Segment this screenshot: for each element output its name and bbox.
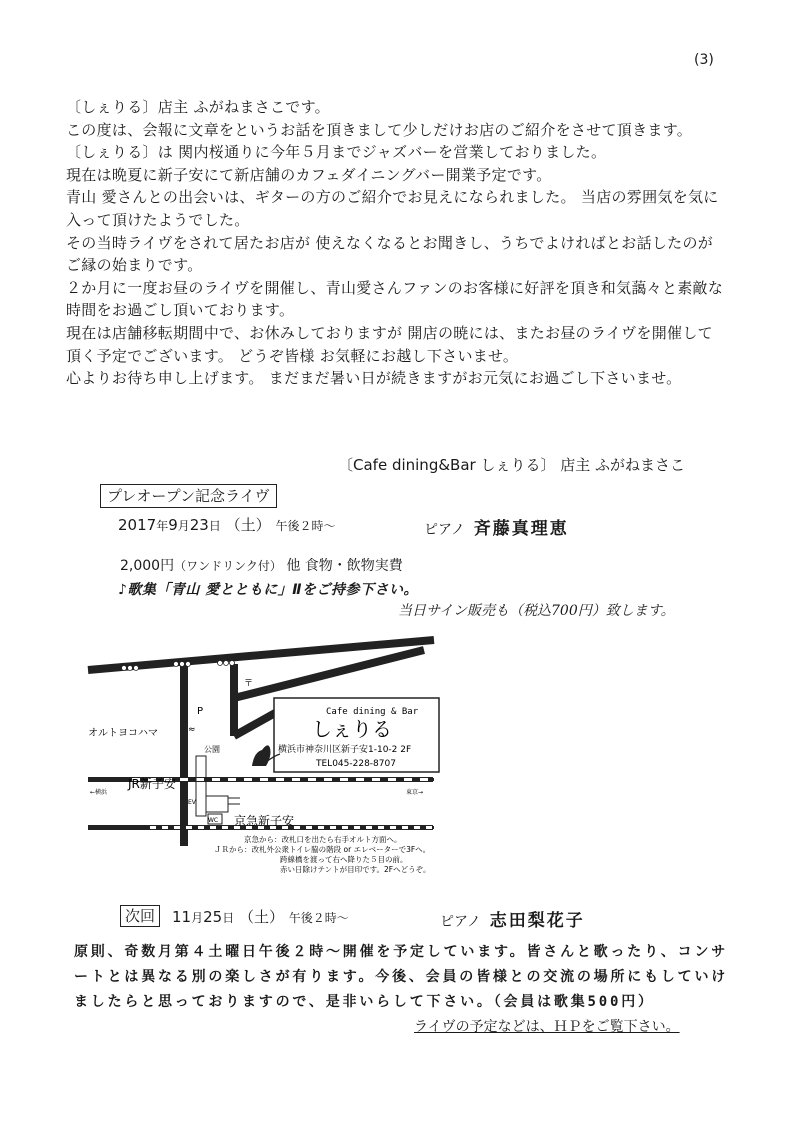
park-label: 公園 (204, 745, 220, 754)
direction-line: 跨線橋を渡って右へ降りた５目の前。 (280, 855, 408, 864)
event-date: 2017年9月23日 （土） 午後２時～ (118, 516, 336, 534)
next-label-box: 次回 (120, 905, 160, 927)
parking-label: P (197, 706, 204, 717)
notes-line: 原則、奇数月第４土曜日午後２時～開催を予定しています。皆さんと歌ったり、コンサ (74, 944, 729, 960)
event-label-box: プレオープン記念ライヴ (100, 484, 277, 508)
notes-line: ましたらと思っておりますので、是非いらして下さい。（会員は歌集500円） (74, 994, 655, 1010)
access-map (84, 636, 464, 876)
event-weekday: （土） (225, 516, 271, 534)
cafe-tel: TEL045-228-8707 (316, 759, 396, 769)
next-weekday: （土） (239, 908, 285, 926)
cafe-name-en: Cafe dining & Bar (326, 707, 419, 717)
songbook-note: ♪歌集「青山 愛とともに」Ⅱをご持参下さい。 (118, 582, 419, 598)
intro-line: ２か月に一度お昼のライヴを開催し、青山愛さんファンのお客様に好評を頂き和気藹々と素敵な時間をお過ごし頂いております。 (66, 278, 724, 320)
jr-shinkoyasu-label: JR新子安 (128, 777, 176, 791)
next-pianist-name: 志田梨花子 (489, 911, 585, 931)
wc-label: WC (208, 817, 219, 824)
event-pianist (424, 514, 569, 539)
page-number: (3) (694, 52, 714, 68)
price-amount: 2,000円 (120, 558, 175, 574)
next-pianist-role: ピアノ (440, 914, 481, 930)
elevator-label: EV (188, 799, 196, 806)
cafe-address: 横浜市神奈川区新子安1-10-2 2F (278, 745, 412, 755)
schedule-notes (74, 940, 729, 1015)
intro-text (66, 96, 726, 390)
intro-line: この度は、会報に文章をというお話を頂きまして少しだけお店のご紹介をさせて頂きます。 (66, 120, 693, 139)
direction-tokyo: 東京→ (406, 789, 424, 796)
intro-line: 現在は晩夏に新子安にて新店舗のカフェダイニングバー開業予定です。 (66, 165, 552, 184)
direction-line: ＪＲから：改札外公衆トイレ脇の階段 or エレベーターで3Fへ。 (214, 845, 431, 854)
cafe-name: しぇりる (312, 717, 392, 741)
intro-line: その当時ライヴをされて居たお店が 使えなくなるとお聞きし、うちでよければとお話したのがご縁の始まりです。 (66, 233, 714, 275)
intro-line: 心よりお待ち申し上げます。 まだまだ暑い日が続きますがお元気にお過ごし下さいませ。 (66, 369, 682, 388)
intro-line: 現在は店舗移転期間中で、お休みしておりますが 開店の暁には、またお昼のライヴを開催して頂く予定でございます。 どうぞ皆様 お気軽にお越し下さいませ。 (66, 323, 713, 365)
hp-note: ライヴの予定などは、ＨＰをご覧下さい。 (414, 1019, 680, 1035)
price-extra: 他 食物・飲物実費 (286, 558, 403, 574)
next-month: 11 (172, 908, 192, 926)
next-day: 25 (203, 908, 223, 926)
event-price (120, 555, 403, 575)
event-time: 午後２時～ (275, 519, 336, 533)
event-day: 23 (189, 516, 209, 534)
price-note: （ワンドリンク付） (174, 559, 282, 573)
intro-line: 〔しぇりる〕は 関内桜通りに今年５月までジャズバーを営業しておりました。 (66, 143, 607, 162)
event-pianist-name: 斉藤真理恵 (473, 519, 569, 539)
rabbit-icon (252, 745, 271, 766)
notes-line: ートとは異なる別の楽しさが有ります。今後、会員の皆様との交流の場所にもしていけ (74, 969, 729, 985)
intro-line: 青山 愛さんとの出会いは、ギターの方のご紹介でお見えになられました。 当店の雰囲気を気に入って頂けたようでした。 (66, 188, 719, 229)
signature: 〔Cafe dining&Bar しぇりる〕 店主 ふがねまさこ (338, 456, 685, 474)
next-date: 11月25日 （土） 午後２時～ (172, 908, 349, 926)
direction-line: 赤い日除けテントが目印です。2Fへどうぞ。 (280, 865, 431, 874)
next-time: 午後２時～ (288, 911, 349, 925)
post-office-label: 〒 (244, 679, 254, 689)
keikyu-shinkoyasu-label: 京急新子安 (234, 814, 295, 828)
next-pianist (440, 906, 585, 931)
event-month: 9 (168, 516, 178, 534)
event-pianist-role: ピアノ (424, 522, 465, 538)
sale-note: 当日サイン販売も（税込700円）致します。 (398, 603, 675, 619)
direction-line: 京急から：改札口を出たら右手オルト方面へ。 (244, 835, 402, 844)
svg-text:≈: ≈ (188, 725, 196, 735)
event-year: 2017 (118, 516, 157, 534)
direction-yokohama: ←横浜 (90, 789, 108, 796)
orto-yokohama-label: オルトヨコハマ (88, 728, 158, 739)
intro-line: 〔しぇりる〕店主 ふがねまさこです。 (66, 98, 330, 116)
